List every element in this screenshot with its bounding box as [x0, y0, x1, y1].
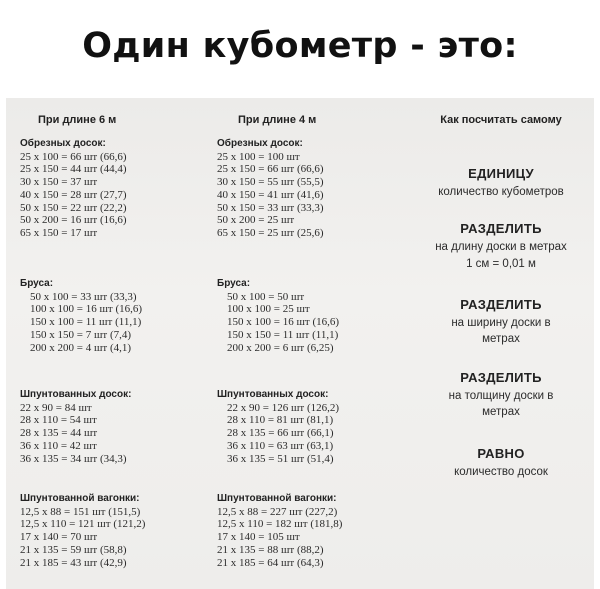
table-row: 100 х 100 = 25 шт — [227, 303, 310, 316]
table-row: 12,5 х 110 = 182 шт (181,8) — [217, 518, 343, 531]
howto-header: Как посчитать самому — [440, 114, 562, 126]
section-rows — [20, 291, 210, 355]
table-row: 150 х 100 = 11 шт (11,1) — [30, 316, 142, 329]
table-row: 50 х 100 = 50 шт — [227, 290, 305, 303]
table-row: 28 х 135 = 66 шт (66,1) — [227, 427, 334, 440]
section-heading: Обрезных досок: — [20, 138, 106, 149]
section-heading: Шпунтованной вагонки: — [217, 493, 337, 504]
table-row: 17 х 140 = 105 шт — [217, 531, 300, 544]
table-row: 50 х 200 = 25 шт — [217, 214, 295, 227]
table-row: 36 х 110 = 42 шт — [20, 439, 97, 452]
table-row: 150 х 150 = 7 шт (7,4) — [30, 328, 132, 341]
section-rows — [217, 151, 407, 240]
table-row: 40 х 150 = 28 шт (27,7) — [20, 188, 127, 201]
table-row: 12,5 х 110 = 121 шт (121,2) — [20, 518, 146, 531]
table-row: 200 х 200 = 4 шт (4,1) — [30, 341, 132, 354]
table-row: 22 х 90 = 84 шт — [20, 401, 92, 414]
table-row: 28 х 110 = 54 шт — [20, 414, 97, 427]
table-row: 17 х 140 = 70 шт — [20, 531, 98, 544]
table-row: 150 х 100 = 16 шт (16,6) — [227, 316, 340, 329]
table-row: 21 х 185 = 64 шт (64,3) — [217, 556, 324, 569]
table-row: 21 х 185 = 43 шт (42,9) — [20, 556, 127, 569]
table-row: 36 х 110 = 63 шт (63,1) — [227, 439, 334, 452]
lumber-table-sheet — [6, 98, 594, 589]
table-row: 22 х 90 = 126 шт (126,2) — [227, 401, 340, 414]
section-heading: Шпунтованной вагонки: — [20, 493, 140, 504]
step-divide-thickness-label: РАЗДЕЛИТЬ — [460, 370, 542, 385]
table-row: 21 х 135 = 88 шт (88,2) — [217, 543, 324, 556]
step-divide-thickness-unit: метрах — [482, 406, 520, 418]
table-row: 25 х 100 = 66 шт (66,6) — [20, 150, 127, 163]
column-header-4m: При длине 4 м — [238, 114, 317, 126]
step-divide-thickness-text: на толщину доски в — [448, 390, 554, 402]
table-row: 30 х 150 = 55 шт (55,5) — [217, 176, 324, 189]
section-rows — [217, 291, 407, 355]
page-title: Один кубометр - это: — [82, 26, 518, 66]
section-rows — [20, 506, 210, 570]
table-row: 50 х 150 = 33 шт (33,3) — [217, 201, 324, 214]
table-row: 25 х 150 = 66 шт (66,6) — [217, 163, 324, 176]
step-equals-text: количество досок — [454, 466, 548, 478]
section-beams — [20, 278, 210, 354]
step-divide-length-label: РАЗДЕЛИТЬ — [460, 221, 542, 236]
table-row: 36 х 135 = 34 шт (34,3) — [20, 452, 127, 465]
table-row: 28 х 135 = 44 шт — [20, 427, 98, 440]
step-divide-width-text: на ширину доски в — [451, 317, 551, 329]
table-row: 25 х 150 = 44 шт (44,4) — [20, 163, 127, 176]
table-row: 50 х 150 = 22 шт (22,2) — [20, 201, 127, 214]
section-rows — [217, 506, 407, 570]
section-rows — [20, 402, 210, 466]
section-edged-boards — [217, 138, 407, 240]
table-row: 28 х 110 = 81 шт (81,1) — [227, 414, 334, 427]
section-lining — [20, 493, 210, 569]
table-row: 21 х 135 = 59 шт (58,8) — [20, 543, 127, 556]
step-unit-label: ЕДИНИЦУ — [468, 166, 534, 181]
table-row: 30 х 150 = 37 шт — [20, 176, 98, 189]
section-tongue-boards — [20, 389, 210, 465]
table-row: 36 х 135 = 51 шт (51,4) — [227, 452, 334, 465]
section-rows — [217, 402, 407, 466]
table-row: 40 х 150 = 41 шт (41,6) — [217, 188, 324, 201]
section-heading: Шпунтованных досок: — [217, 389, 329, 400]
section-rows — [20, 151, 210, 240]
step-divide-width-unit: метрах — [482, 333, 520, 345]
table-row: 12,5 х 88 = 227 шт (227,2) — [217, 505, 338, 518]
step-equals-label: РАВНО — [477, 446, 525, 461]
table-row: 50 х 200 = 16 шт (16,6) — [20, 214, 127, 227]
section-edged-boards — [20, 138, 210, 240]
step-unit-text: количество кубометров — [438, 186, 564, 198]
table-row: 150 х 150 = 11 шт (11,1) — [227, 328, 339, 341]
column-header-6m: При длине 6 м — [38, 114, 117, 126]
section-lining — [217, 493, 407, 569]
table-row: 50 х 100 = 33 шт (33,3) — [30, 290, 137, 303]
table-row: 200 х 200 = 6 шт (6,25) — [227, 341, 334, 354]
table-row: 65 х 150 = 17 шт — [20, 226, 98, 239]
step-divide-width-label: РАЗДЕЛИТЬ — [460, 297, 542, 312]
section-heading: Бруса: — [20, 278, 54, 289]
section-tongue-boards — [217, 389, 407, 465]
table-row: 100 х 100 = 16 шт (16,6) — [30, 303, 143, 316]
section-heading: Шпунтованных досок: — [20, 389, 132, 400]
table-row: 25 х 100 = 100 шт — [217, 150, 300, 163]
section-heading: Бруса: — [217, 278, 251, 289]
section-beams — [217, 278, 407, 354]
section-heading: Обрезных досок: — [217, 138, 303, 149]
step-divide-length-text: на длину доски в метрах — [435, 241, 567, 253]
table-row: 65 х 150 = 25 шт (25,6) — [217, 226, 324, 239]
step-unit-note: 1 см = 0,01 м — [466, 258, 536, 270]
table-row: 12,5 х 88 = 151 шт (151,5) — [20, 505, 141, 518]
